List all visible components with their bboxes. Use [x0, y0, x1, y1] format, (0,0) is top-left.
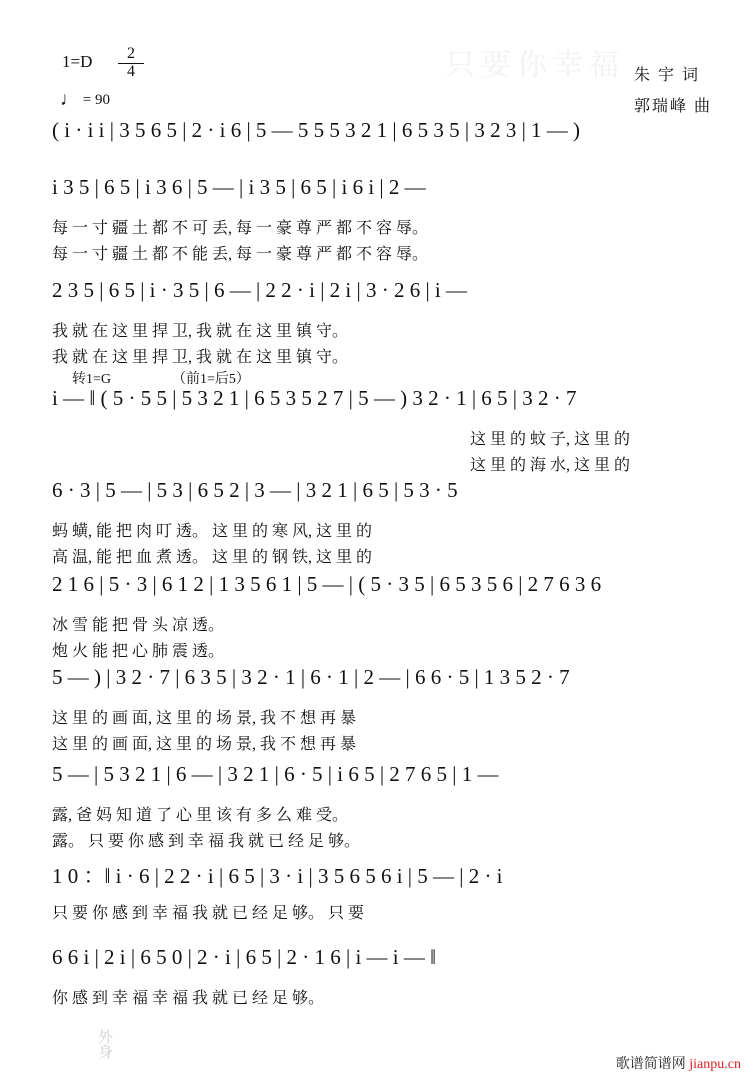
time-signature-denominator: 4 [127, 62, 135, 80]
system-2 [0, 175, 755, 267]
system-7-music: 5 — ) | 3 2 · 7 | 6 3 5 | 3 2 · 1 | 6 · 1 | 2 — | 6 6 · 5 | 1 3 5 2 · 7 [52, 665, 570, 689]
system-10-music: 6 6 i | 2 i | 6 5 0 | 2 · i | 6 5 | 2 · 1 6 | i — i — ‖ [52, 945, 437, 969]
system-3-lyrics-verse1: 我 就 在 这 里 捍 卫, 我 就 在 这 里 镇 守。 [52, 323, 349, 340]
system-5-music: 6 · 3 | 5 — | 5 3 | 6 5 2 | 3 — | 3 2 1 | 6 5 | 5 3 · 5 [52, 478, 458, 502]
system-4-lyrics-verse1: 这 里 的 蚊 子, 这 里 的 [470, 431, 631, 448]
system-6-music: 2 1 6 | 5 · 3 | 6 1 2 | 1 3 5 6 1 | 5 — | ( 5 · 3 5 | 6 5 3 5 6 | 2 7 6 3 6 [52, 572, 602, 596]
watermark-text: 歌谱简谱网 [615, 1057, 686, 1072]
system-1 [0, 118, 755, 158]
system-6-lyrics-verse2: 炮 火 能 把 心 肺 震 透。 [52, 643, 225, 660]
modulation-annotation: 转1=G [72, 372, 112, 387]
system-3-lyrics-verse2: 我 就 在 这 里 捍 卫, 我 就 在 这 里 镇 守。 [52, 349, 349, 366]
system-9-lyrics-verse1: 只 要 你 感 到 幸 福 我 就 已 经 足 够。 只 要 [52, 905, 365, 922]
system-10 [0, 945, 755, 1011]
system-8-lyrics-verse2: 露。 只 要 你 感 到 幸 福 我 就 已 经 足 够。 [52, 833, 361, 850]
system-2-music: i 3 5 | 6 5 | i 3 6 | 5 — | i 3 5 | 6 5 | i 6 i | 2 — [52, 175, 426, 199]
system-3 [0, 278, 755, 370]
system-8 [0, 762, 755, 854]
time-signature [118, 46, 144, 81]
system-7-lyrics-verse2: 这 里 的 画 面, 这 里 的 场 景, 我 不 想 再 暴 [52, 736, 357, 753]
tempo-value: = 90 [82, 92, 110, 108]
system-7-lyrics-verse1: 这 里 的 画 面, 这 里 的 场 景, 我 不 想 再 暴 [52, 710, 357, 727]
system-2-lyrics-verse1: 每 一 寸 疆 土 都 不 可 丢, 每 一 豪 尊 严 都 不 容 辱。 [52, 220, 429, 237]
lyricist-credit [634, 62, 700, 85]
system-6-lyrics-verse1: 冰 雪 能 把 骨 头 凉 透。 [52, 617, 225, 634]
system-9 [0, 860, 755, 926]
composer-name: 郭瑞峰 [634, 98, 689, 115]
system-5 [0, 478, 755, 570]
composer-role: 曲 [694, 98, 713, 115]
lyricist-role: 词 [682, 67, 701, 84]
system-10-lyrics-verse1: 你 感 到 幸 福 幸 福 我 就 已 经 足 够。 [52, 990, 325, 1007]
time-signature-numerator: 2 [118, 46, 144, 64]
system-8-music: 5 — | 5 3 2 1 | 6 — | 3 2 1 | 6 · 5 | i 6 5 | 2 7 6 5 | 1 — [52, 762, 499, 786]
system-6 [0, 572, 755, 664]
lyricist-name: 朱 宇 [634, 67, 677, 84]
system-9-music: 1 0 ：‖ i · 6 | 2 2 · i | 6 5 | 3 · i | 3 5 6 5 6 i | 5 — | 2 · i [52, 864, 503, 888]
system-3-music: 2 3 5 | 6 5 | i · 3 5 | 6 — | 2 2 · i | 2 i | 3 · 2 6 | i — [52, 278, 467, 302]
system-5-lyrics-verse1: 蚂 蟥, 能 把 肉 叮 透。 这 里 的 寒 风, 这 里 的 [52, 523, 373, 540]
system-4-lyrics-verse2: 这 里 的 海 水, 这 里 的 [470, 457, 631, 474]
system-8-lyrics-verse1: 露, 爸 妈 知 道 了 心 里 该 有 多 么 难 受。 [52, 807, 349, 824]
pivot-annotation: （前1=后5） [172, 372, 250, 387]
system-5-lyrics-verse2: 高 温, 能 把 血 煮 透。 这 里 的 钢 铁, 这 里 的 [52, 549, 373, 566]
system-4-music: i — ‖ ( 5 · 5 5 | 5 3 2 1 | 6 5 3 5 2 7 | 5 — ) 3 2 · 1 | 6 5 | 3 2 · 7 [52, 386, 577, 410]
quarter-note-icon: ♩ [60, 89, 79, 110]
composer-credit [634, 93, 712, 116]
system-1-music: ( i · i i | 3 5 6 5 | 2 · i 6 | 5 — 5 5 5 3 2 1 | 6 5 3 5 | 3 2 3 | 1 — ) [52, 118, 581, 142]
page-title: 只要你幸福 [445, 49, 625, 82]
system-4 [0, 370, 755, 478]
watermark-domain: jianpu.cn [689, 1057, 741, 1072]
system-2-lyrics-verse2: 每 一 寸 疆 土 都 不 能 丢, 每 一 豪 尊 严 都 不 容 辱。 [52, 246, 429, 263]
system-7 [0, 665, 755, 757]
watermark [616, 1053, 741, 1073]
tempo-marking [60, 88, 110, 110]
key-signature: 1=D [62, 52, 93, 71]
signature-ghost: 外 身 [98, 1030, 114, 1061]
